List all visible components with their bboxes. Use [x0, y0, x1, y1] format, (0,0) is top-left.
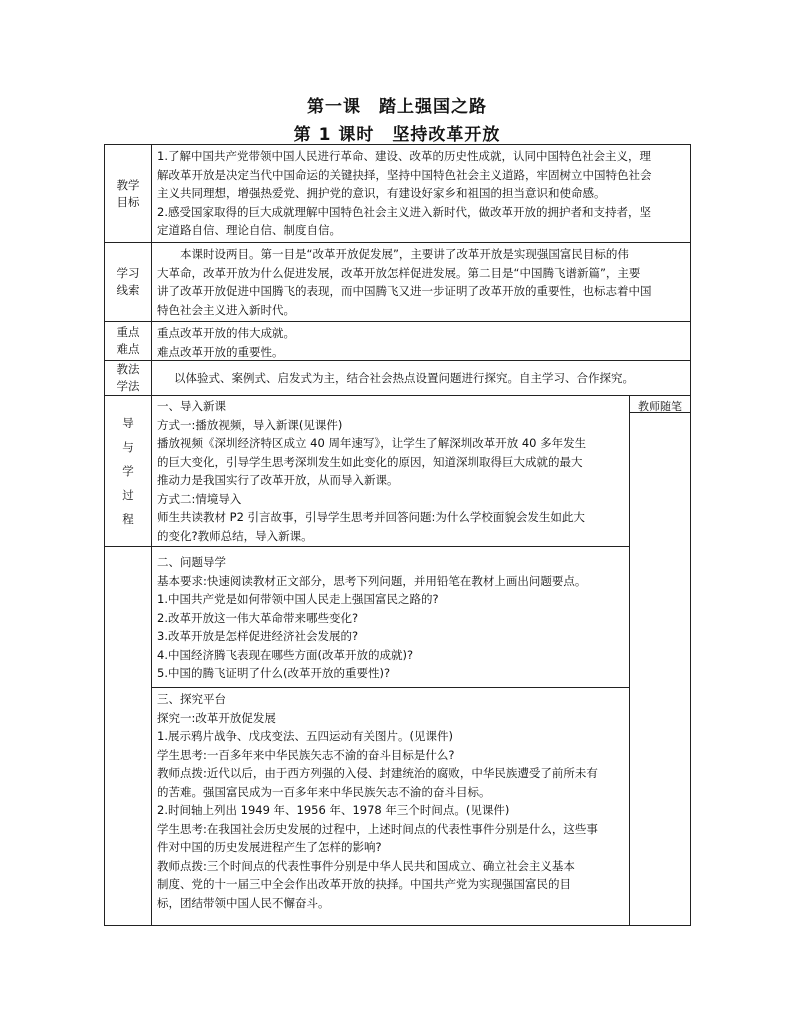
lesson-title: 第一课 踏上强国之路: [307, 97, 487, 117]
question-guide-section: 二、问题导学 基本要求:快速阅读教材正文部分，思考下列问题，并用铅笔在教材上画出问题要点。 1.中国共产党是如何带领中国人民走上强国富民之路的? 2.改革开放这一伟大革命带来哪些变化? 3.改革开放是怎样促进经济社会发展的? 4.中国经济腾飞表现在哪些方面(改革开放的成就)? 5.中国的腾飞证明了什么(改革开放的重要性)?: [152, 547, 630, 688]
section-title: 第 1 课时 坚持改革开放: [293, 125, 501, 145]
inquiry-section: 三、探究平台 探究一:改革开放促发展 1.展示鸦片战争、戊戌变法、五四运动有关图片。(见课件) 学生思考:一百多年来中华民族矢志不渝的奋斗目标是什么? 教师点拨:近代以后，由于西方列强的入侵、封建统治的腐败，中华民族遭受了前所未有 的苦难。强国富民成为一百多年来中华民族矢志不渝的奋斗目标。 2.时间轴上列出 1949 年、1956 年、1978 年三个时间点。(见课件) 学生思考:在我国社会历史发展的过程中，上述时间点的代表性事件分别是什么，这些事 件对中国的历史发展进程产生了怎样的影响? 教师点拨:三个时间点的代表性事件分别是中华人民共和国成立、确立社会主义基本 制度、党的十一届三中全会作出改革开放的抉择。中国共产党为实现强国富民的目 标，团结带领中国人民不懈奋斗。: [152, 688, 630, 926]
intro-section: 一、导入新课 方式一:播放视频，导入新课(见课件) 播放视频《深圳经济特区成立 40 周年速写》，让学生了解深圳改革开放 40 多年发生 的巨大变化，引导学生思考深圳发生如此变化的原因，知道深圳取得巨大成就的最大 推动力是我国实行了改革开放，从而导入新课。 方式二:情境导入 师生共读教材 P2 引言故事，引导学生思考并回答问题:为什么学校面貌会发生如此大 的变化?教师总结，导入新课。: [152, 396, 630, 547]
lesson-plan-table: [104, 144, 691, 926]
teacher-notes-area[interactable]: [630, 413, 691, 926]
process-label: 导 与 学 过 程: [105, 396, 152, 547]
clues-content: 本课时设两目。第一目是“改革开放促发展”，主要讲了改革开放是实现强国富民目标的伟 大革命，改革开放为什么促进发展，改革开放怎样促进发展。第二目是“中国腾飞谱新篇”，主要 讲了改革开放促进中国腾飞的表现，而中国腾飞又进一步证明了改革开放的重要性，也标志着中国 特色社会主义进入新时代。: [152, 243, 691, 322]
process-left-blank: [105, 547, 152, 926]
methods-content: 以体验式、案例式、启发式为主，结合社会热点设置问题进行探究。自主学习、合作探究。: [152, 361, 691, 396]
methods-label: 教法 学法: [105, 361, 152, 396]
keypoints-content: 重点改革开放的伟大成就。 难点改革开放的重要性。: [152, 322, 691, 361]
keypoints-label: 重点 难点: [105, 322, 152, 361]
objectives-label: 教学 目标: [105, 145, 152, 243]
teacher-notes-header: 教师随笔: [630, 396, 691, 413]
objectives-content: 1.了解中国共产党带领中国人民进行革命、建设、改革的历史性成就，认同中国特色社会主义，理 解改革开放是决定当代中国命运的关键抉择，坚持中国特色社会主义道路，牢固树立中国特色社会 主义共同理想，增强热爱党、拥护党的意识，有建设好家乡和祖国的担当意识和使命感。 2.感受国家取得的巨大成就理解中国特色社会主义进入新时代，做改革开放的拥护者和支持者，坚 定道路自信、理论自信、制度自信。: [152, 145, 691, 243]
clues-label: 学习 线索: [105, 243, 152, 322]
